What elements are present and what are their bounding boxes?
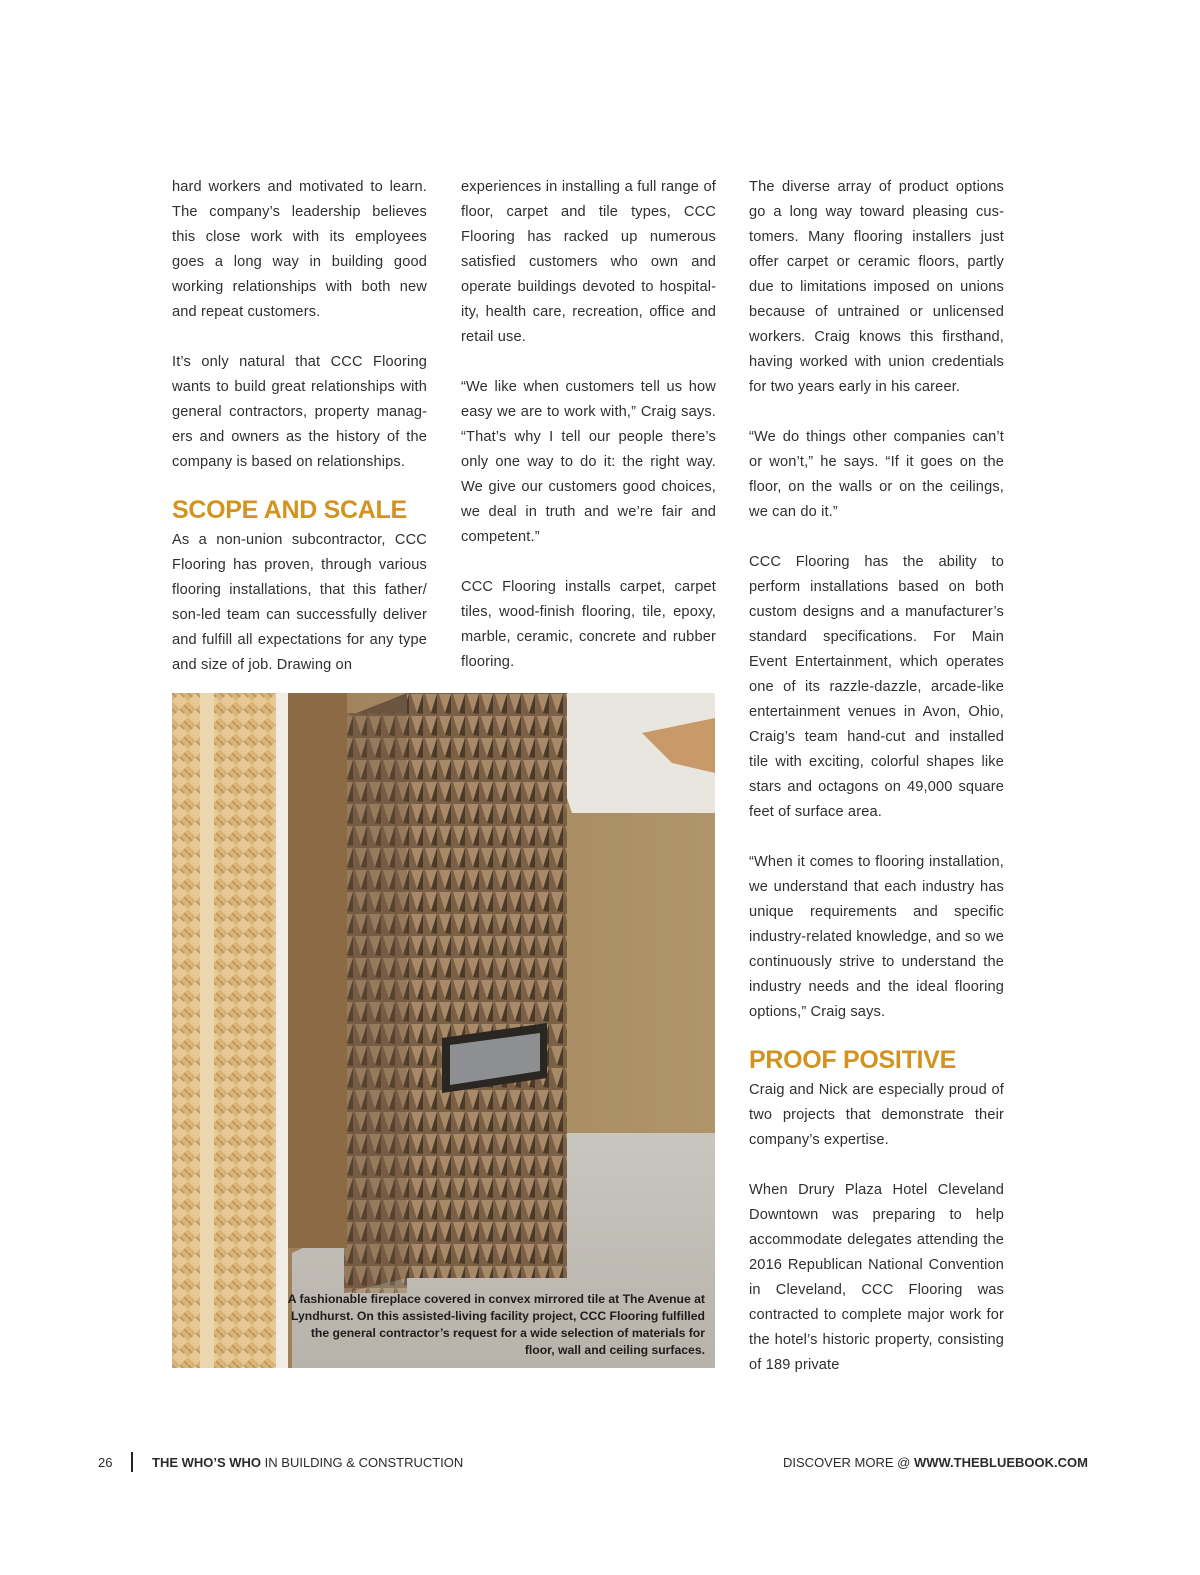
paragraph: The diverse array of product options go a long way toward pleasing customers. Many flooring installers just offer carpet or ceramic floors, partly due to limitations imposed on unions because of untrained or unlicensed workers. Craig knows this firsthand, having worked with union credentials for two years early in his career. (749, 179, 1004, 395)
column-3 (749, 175, 1004, 1403)
paragraph: hard workers and motivated to learn. The company’s leadership believes this close work with its employees goes a long way in building good working relationships with both new and repeat customers. (172, 179, 427, 320)
paragraph: Craig and Nick are especially proud of two projects that demonstrate their company’s expertise. (749, 1082, 1004, 1148)
section-heading-proof-positive: PROOF POSITIVE (749, 1046, 956, 1074)
paragraph: When Drury Plaza Hotel Cleveland Downtown was preparing to help accommodate delegates attending the 2016 Republican National Convention in Cleveland, CCC Flooring was contracted to complete major work for the hotel’s historic property, consisting of 189 private (749, 1182, 1004, 1373)
discover-more (783, 1455, 1088, 1470)
paragraph: experiences in installing a full range of floor, carpet and tile types, CCC Flooring has racked up numerous satisfied customers who own and operate buildings devoted to hospitality, health care, recreation, office and retail use. (461, 179, 716, 345)
column-1 (172, 175, 427, 703)
discover-prefix: DISCOVER MORE @ (783, 1455, 914, 1470)
photo-caption: A fashionable fireplace covered in convex mirrored tile at The Avenue at Lyndhurst. On this assisted-living facility project, CCC Flooring fulfilled the general contractor’s request for a wide selection of materials for floor, wall and ceiling surfaces. (287, 1292, 705, 1357)
publication-title-bold: THE WHO’S WHO (152, 1455, 262, 1470)
footer-divider (131, 1452, 133, 1472)
page-number: 26 (98, 1455, 113, 1470)
paragraph: “We do things other companies can’t or won’t,” he says. “If it goes on the floor, on the walls or on the ceilings, we can do it.” (749, 429, 1004, 520)
paragraph: “When it comes to flooring installation, we understand that each industry has unique requirements and specific industry-related knowledge, and so we continuously strive to understand the industry needs and the ideal flooring options,” Craig says. (749, 854, 1004, 1020)
paragraph: It’s only natural that CCC Flooring wants to build great relationships with general contractors, property managers and owners as the history of the company is based on relationships. (172, 354, 427, 470)
publication-title-rest: IN BUILDING & CONSTRUCTION (261, 1455, 464, 1470)
paragraph: CCC Flooring installs carpet, carpet tiles, wood-finish flooring, tile, epoxy, marble, ceramic, concrete and rubber flooring. (461, 579, 716, 670)
fireplace-photo (172, 693, 715, 1368)
paragraph: As a non-union subcontractor, CCC Flooring has proven, through various flooring installations, that this father/ son-led team can successfully deliver and fulfill all expectations for any type and size of job. Drawing on (172, 532, 427, 673)
publication-title (152, 1455, 463, 1470)
column-2 (461, 175, 716, 700)
fireplace-illustration (172, 693, 715, 1368)
page-footer (0, 1452, 1200, 1474)
website-link[interactable]: WWW.THEBLUEBOOK.COM (913, 1455, 1088, 1470)
section-heading-scope-and-scale: SCOPE AND SCALE (172, 496, 407, 524)
paragraph: CCC Flooring has the ability to perform installations based on both custom designs and a manufacturer’s standard specifications. For Main Event Entertainment, which operates one of its razzle-dazzle, arcade-like entertainment venues in Avon, Ohio, Craig’s team hand-cut and installed tile with exciting, colorful shapes like stars and octagons on 49,000 square feet of surface area. (749, 554, 1004, 820)
paragraph: “We like when customers tell us how easy we are to work with,” Craig says. “That’s why I tell our people there’s only one way to do it: the right way. We give our customers good choices, we deal in truth and we’re fair and competent.” (461, 379, 716, 545)
